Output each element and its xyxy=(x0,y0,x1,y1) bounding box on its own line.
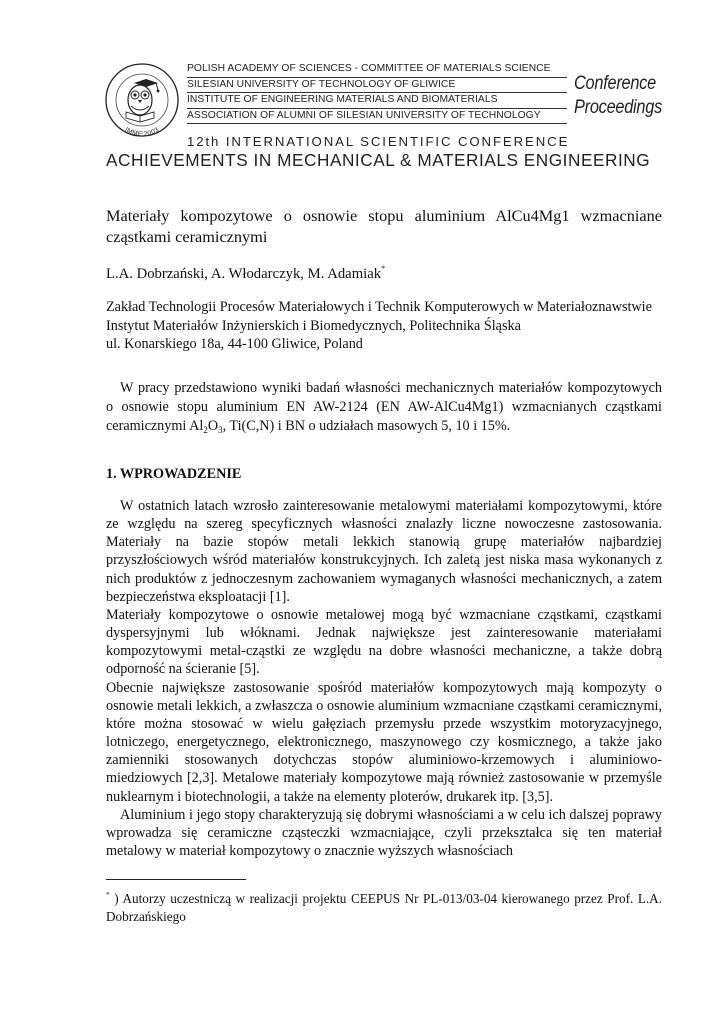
organizer-line: POLISH ACADEMY OF SCIENCES - COMMITTEE OF MATERIALS SCIENCE xyxy=(187,62,567,78)
conference-proceedings-badge xyxy=(574,72,663,120)
abstract-text: , Ti(C,N) i BN o udziałach masowych 5, 10 i 15%. xyxy=(222,418,511,434)
conference-title: ACHIEVEMENTS IN MECHANICAL & MATERIALS ENGINEERING xyxy=(106,150,651,170)
abstract xyxy=(106,379,662,440)
affiliation-line: ul. Konarskiego 18a, 44-100 Gliwice, Poland xyxy=(106,336,363,352)
subscript: 3 xyxy=(218,425,223,435)
footnote-text: ) Autorzy uczestniczą w realizacji projektu CEEPUS Nr PL-013/03-04 kierowanego przez Prof. L.A. Dobrzańskiego xyxy=(106,891,662,924)
body-text xyxy=(106,497,662,860)
author-footnote-mark: * xyxy=(381,264,386,273)
paragraph: W ostatnich latach wzrosło zainteresowanie metalowymi materiałami kompozytowymi, które ze względu na szereg specyficznych własności znalazły liczne nowoczesne zastosowania. Materiały na bazie stopów metali lekkich stanowią grupę materiałów najbardziej przyszłościowych wśród materiałów konstrukcyjnych. Ich zaletą jest niska masa wykonanych z nich produktów z jednoczesnym zachowaniem wymaganych własności mechanicznych, a zatem bezpieczeństwa eksploatacji [1]. xyxy=(106,498,662,605)
conference-subtitle: 12th INTERNATIONAL SCIENTIFIC CONFERENCE xyxy=(187,134,570,149)
paragraph: Obecnie największe zastosowanie spośród materiałów kompozytowych mają kompozyty o osnowie metali lekkich, a zwłaszcza o osnowie aluminium wzmacniane cząstkami ceramicznymi, które można stosować w wielu gałęziach przemysłu przede wszystkim motoryzacyjnego, lotniczego, energetycznego, elektronicznego, maszynowego czy kosmicznego, a także jako zamienniki stosowanych dotychczas stopów aluminiowo-krzemowych i aluminiowo-miedziowych [2,3]. Metalowe materiały kompozytowe mają również zastosowanie w przemyśle nuklearnym i biotechnologii, a także na elementy ploterów, drukarek itp. [3,5]. xyxy=(106,679,662,805)
affiliation-line: Instytut Materiałów Inżynierskich i Biomedycznych, Politechnika Śląska xyxy=(106,317,521,334)
conference-logo-icon xyxy=(104,62,180,138)
paper-authors xyxy=(106,264,385,283)
subscript: 2 xyxy=(203,425,208,435)
footnote xyxy=(106,886,662,925)
organizer-line: INSTITUTE OF ENGINEERING MATERIALS AND BIOMATERIALS xyxy=(187,93,567,109)
abstract-text: O xyxy=(207,418,219,434)
badge-line: Conference xyxy=(574,73,656,94)
footnote-rule xyxy=(106,879,246,880)
paragraph: Materiały kompozytowe o osnowie metalowej mogą być wzmacniane cząstkami, cząstkami dyspersyjnymi lub włóknami. Jednak największe jest zainteresowanie materiałami kompozytowymi metal-cząstki ze względu na dobre własności mechaniczne, a także dobrą odporność na ścieranie [5]. xyxy=(106,606,662,678)
affiliation-block xyxy=(106,298,666,354)
footnote-mark: * xyxy=(106,890,110,899)
organizer-line: SILESIAN UNIVERSITY OF TECHNOLOGY OF GLIWICE xyxy=(187,78,567,94)
logo-text: IMME'2003 xyxy=(123,126,161,138)
organizer-line: ASSOCIATION OF ALUMNI OF SILESIAN UNIVERSITY OF TECHNOLOGY xyxy=(187,109,567,125)
author-names: L.A. Dobrzański, A. Włodarczyk, M. Adamiak xyxy=(106,266,382,282)
badge-line: Proceedings xyxy=(574,97,663,118)
organizers-block xyxy=(187,62,567,124)
affiliation-line: Zakład Technologii Procesów Materiałowych i Technik Komputerowych w Materiałoznawstwie xyxy=(106,299,652,315)
paper-title: Materiały kompozytowe o osnowie stopu aluminium AlCu4Mg1 wzmacniane cząstkami ceramicznymi xyxy=(106,206,662,246)
paragraph: Aluminium i jego stopy charakteryzują się dobrymi własnościami a w celu ich dalszej poprawy wprowadza się ceramiczne cząsteczki wzmacniające, czyli przekształca się ten materiał metalowy w materiał kompozytowy o znacznie wyższych własnościach xyxy=(106,806,662,859)
section-heading: 1. WPROWADZENIE xyxy=(106,466,242,482)
abstract-text: W pracy przedstawiono wyniki badań własności mechanicznych materiałów kompozytowych o osnowie stopu aluminium EN AW-2124 (EN AW-AlCu4Mg1) wzmacnianych cząstkami ceramicznymi Al xyxy=(106,380,662,434)
